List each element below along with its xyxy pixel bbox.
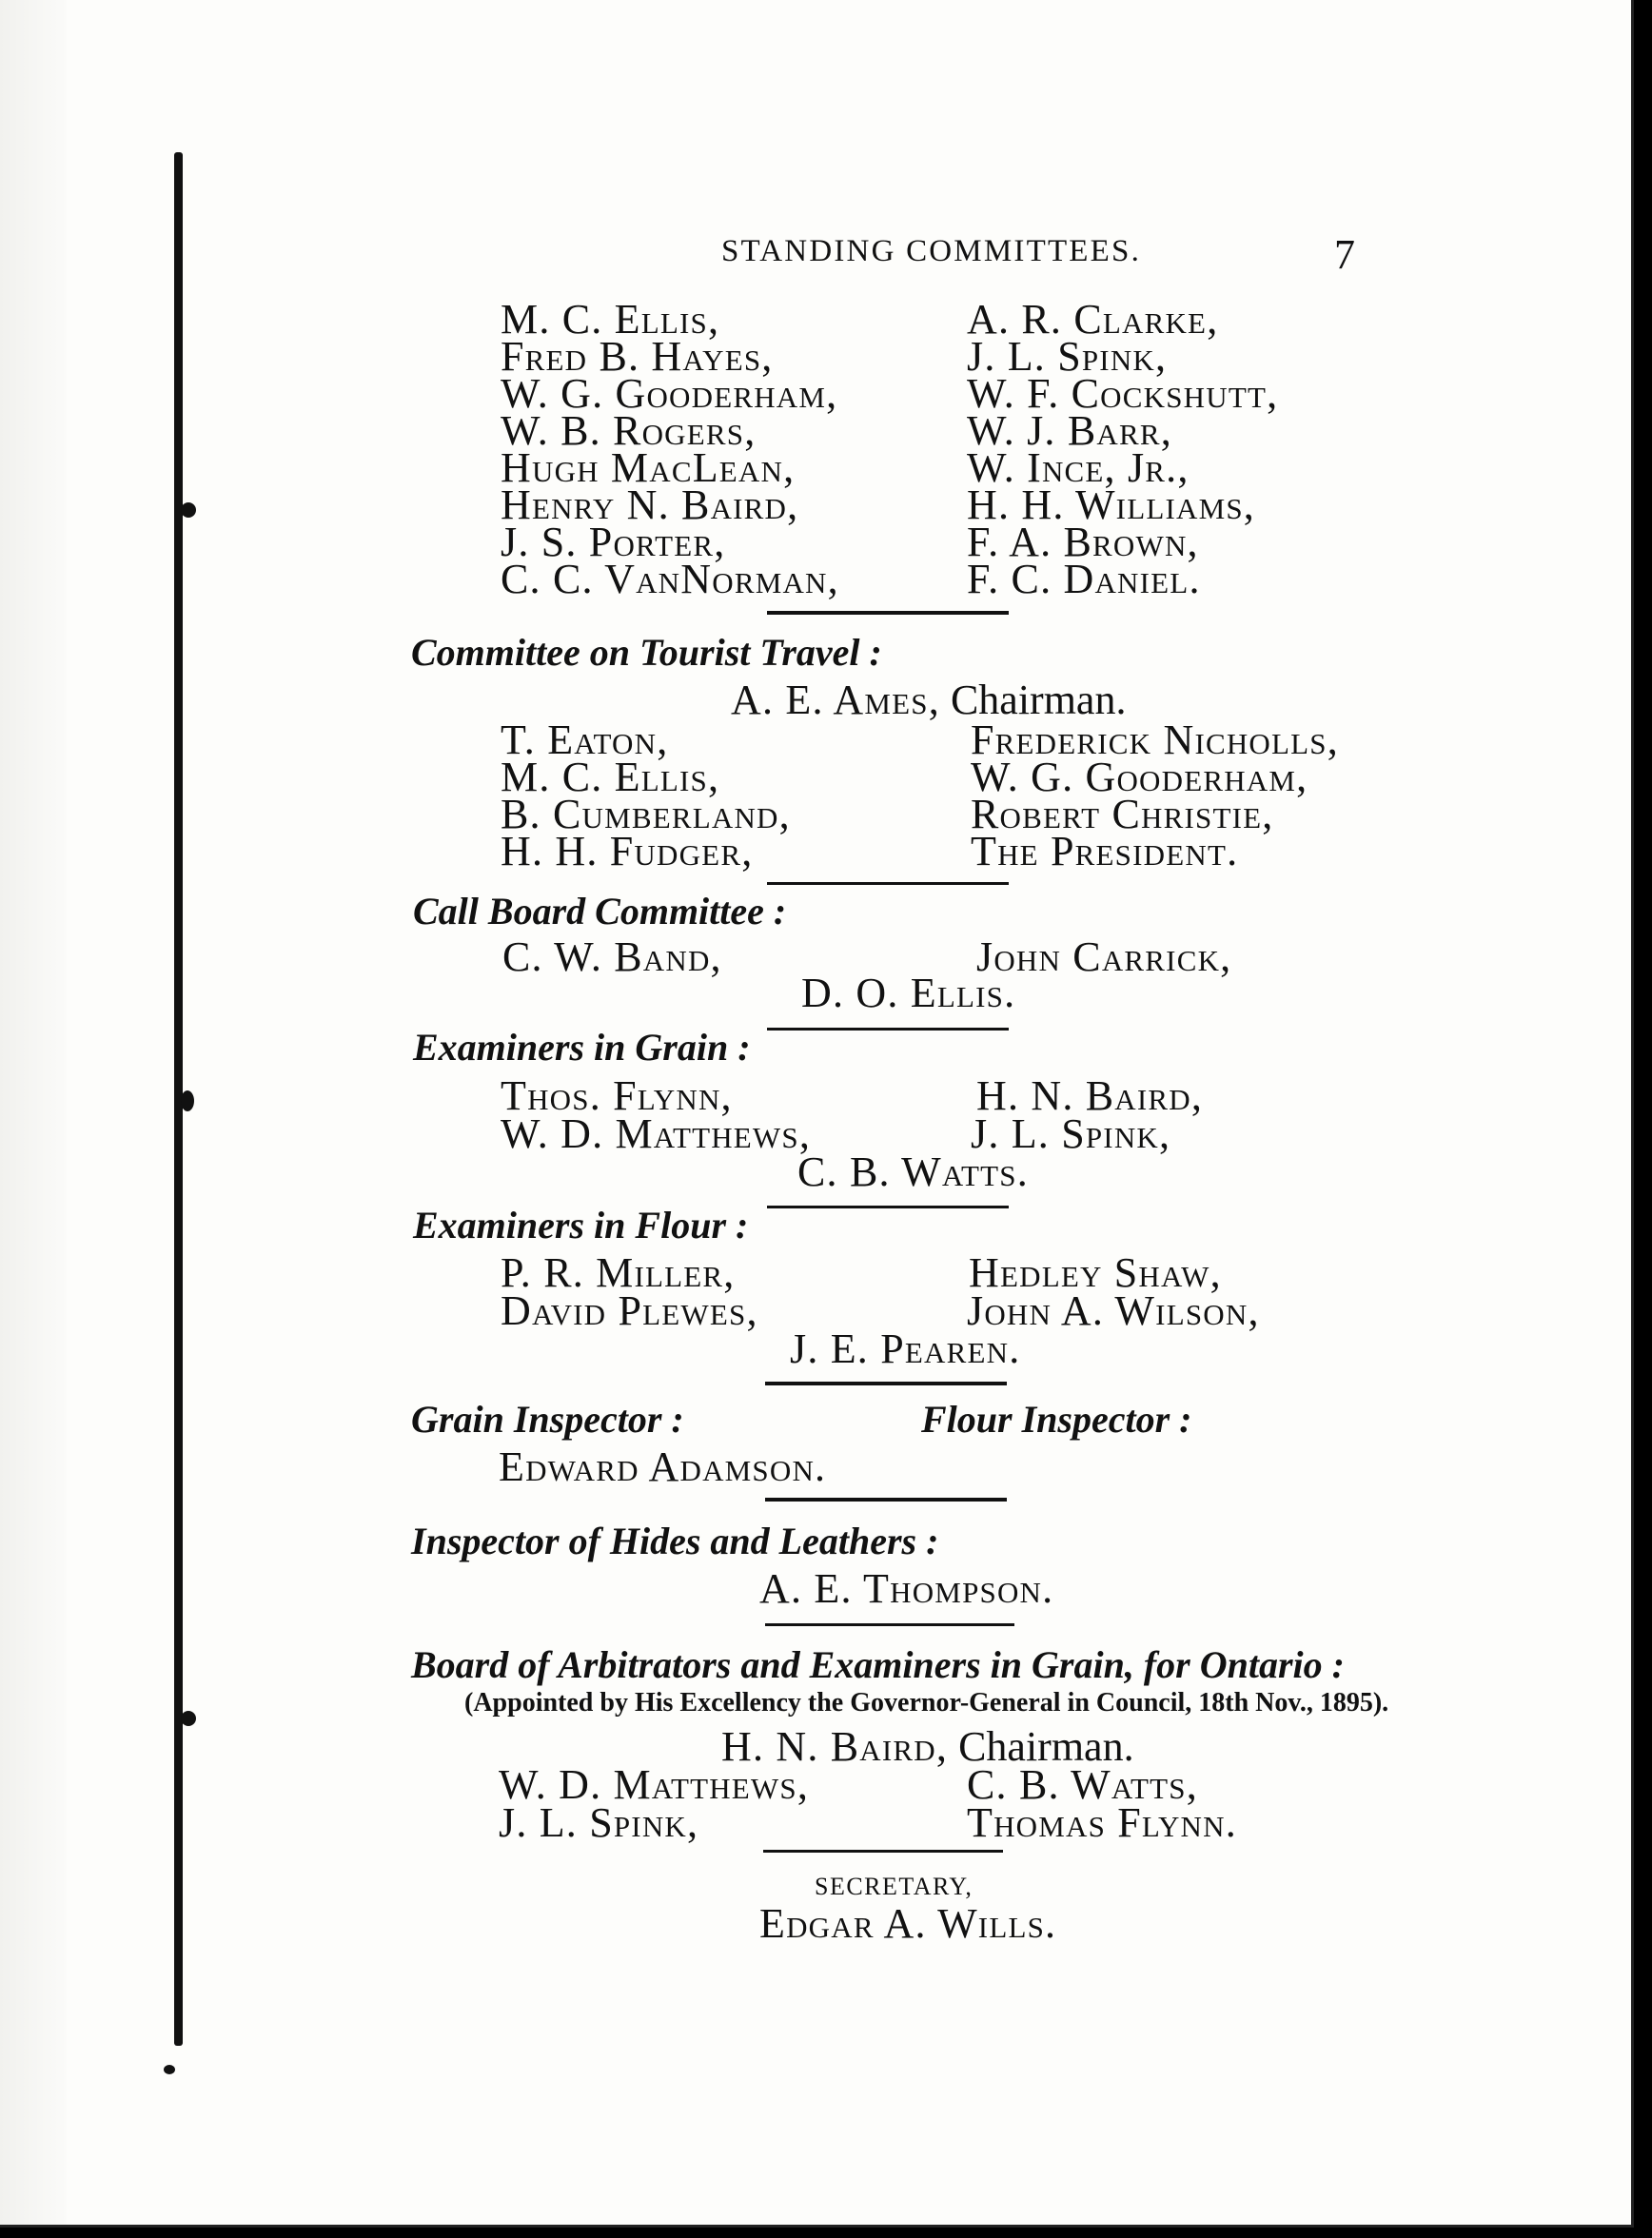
- binding-mark: [181, 1090, 194, 1111]
- section-divider: [765, 1382, 1007, 1385]
- binding-mark: [164, 2065, 175, 2074]
- member-name: C. C. VanNorman,: [501, 556, 839, 602]
- member-name: J. L. Spink,: [499, 1799, 699, 1846]
- member-name: W. B. Rogers,: [501, 407, 757, 454]
- member-name: Henry N. Baird,: [501, 481, 799, 528]
- member-name: J. E. Pearen.: [790, 1325, 1021, 1372]
- member-name: B. Cumberland,: [501, 791, 791, 837]
- member-name: C. W. Band,: [502, 933, 722, 980]
- member-name: W. Ince, Jr.,: [967, 444, 1190, 491]
- member-name: Hedley Shaw,: [969, 1249, 1222, 1296]
- chairman-name: H. N. Baird,: [721, 1723, 949, 1770]
- member-name: M. C. Ellis,: [501, 754, 720, 800]
- member-name: W. G. Gooderham,: [971, 754, 1308, 800]
- member-name: John A. Wilson,: [967, 1287, 1260, 1334]
- member-name: W. D. Matthews,: [499, 1761, 810, 1808]
- chairman-title: Chairman.: [948, 1723, 1134, 1770]
- page-number: 7: [1334, 231, 1355, 278]
- section-heading: Inspector of Hides and Leathers :: [411, 1520, 939, 1562]
- member-name: T. Eaton,: [501, 717, 669, 763]
- section-heading: Flour Inspector :: [921, 1398, 1192, 1441]
- section-divider: [767, 611, 1009, 615]
- member-name: Hugh MacLean,: [501, 444, 796, 491]
- member-name: W. J. Barr,: [967, 407, 1172, 454]
- member-name: Edward Adamson.: [499, 1443, 827, 1490]
- member-name: W. G. Gooderham,: [501, 370, 838, 417]
- member-name: The President.: [971, 828, 1239, 874]
- member-name: H. H. Williams,: [967, 481, 1255, 528]
- section-heading: Committee on Tourist Travel :: [411, 631, 882, 674]
- member-name: C. B. Watts.: [797, 1148, 1029, 1195]
- member-name: J. L. Spink,: [967, 333, 1168, 380]
- member-name: F. A. Brown,: [967, 519, 1199, 565]
- section-divider: [767, 1206, 1009, 1208]
- chairman-name: A. E. Ames,: [731, 677, 940, 723]
- member-name: H. N. Baird,: [976, 1072, 1204, 1119]
- section-divider: [767, 882, 1009, 885]
- binding-mark: [181, 502, 196, 518]
- binding-mark: [181, 1711, 196, 1726]
- member-name: David Plewes,: [501, 1287, 758, 1334]
- section-divider: [763, 1850, 1003, 1853]
- section-divider: [765, 1623, 1014, 1626]
- member-name: M. C. Ellis,: [501, 296, 720, 343]
- member-name: J. L. Spink,: [971, 1110, 1171, 1157]
- member-name: F. C. Daniel.: [967, 556, 1201, 602]
- member-name: P. R. Miller,: [501, 1249, 736, 1296]
- section-divider: [765, 1498, 1007, 1502]
- member-name: John Carrick,: [976, 933, 1232, 980]
- section-heading: Grain Inspector :: [411, 1398, 684, 1441]
- member-name: A. E. Thompson.: [759, 1565, 1054, 1612]
- appointment-note: (Appointed by His Excellency the Governor-General in Council, 18th Nov., 1895).: [464, 1688, 1389, 1718]
- section-heading: Call Board Committee :: [413, 890, 787, 932]
- member-name: J. S. Porter,: [501, 519, 726, 565]
- member-name: A. R. Clarke,: [967, 296, 1219, 343]
- member-name: D. O. Ellis.: [801, 970, 1016, 1016]
- running-header: STANDING COMMITTEES.: [721, 234, 1142, 268]
- secretary-name: Edgar A. Wills.: [759, 1900, 1057, 1947]
- member-name: Robert Christie,: [971, 791, 1274, 837]
- member-name: H. H. Fudger,: [501, 828, 754, 874]
- member-name: Frederick Nicholls,: [971, 717, 1339, 763]
- section-heading: Examiners in Grain :: [413, 1026, 751, 1069]
- member-name: Thomas Flynn.: [967, 1799, 1237, 1846]
- member-name: C. B. Watts,: [967, 1761, 1198, 1808]
- page-edge: [0, 0, 67, 2225]
- section-heading: Board of Arbitrators and Examiners in Grain, for Ontario :: [411, 1643, 1345, 1686]
- secretary-label: SECRETARY,: [815, 1873, 974, 1900]
- section-divider: [767, 1028, 1009, 1031]
- member-name: Thos. Flynn,: [501, 1072, 733, 1119]
- member-name: W. F. Cockshutt,: [967, 370, 1279, 417]
- chairman-title: Chairman.: [939, 677, 1127, 723]
- member-name: W. D. Matthews,: [501, 1110, 812, 1157]
- member-name: Fred B. Hayes,: [501, 333, 774, 380]
- chairman-line: [731, 679, 1126, 721]
- section-heading: Examiners in Flour :: [413, 1204, 749, 1247]
